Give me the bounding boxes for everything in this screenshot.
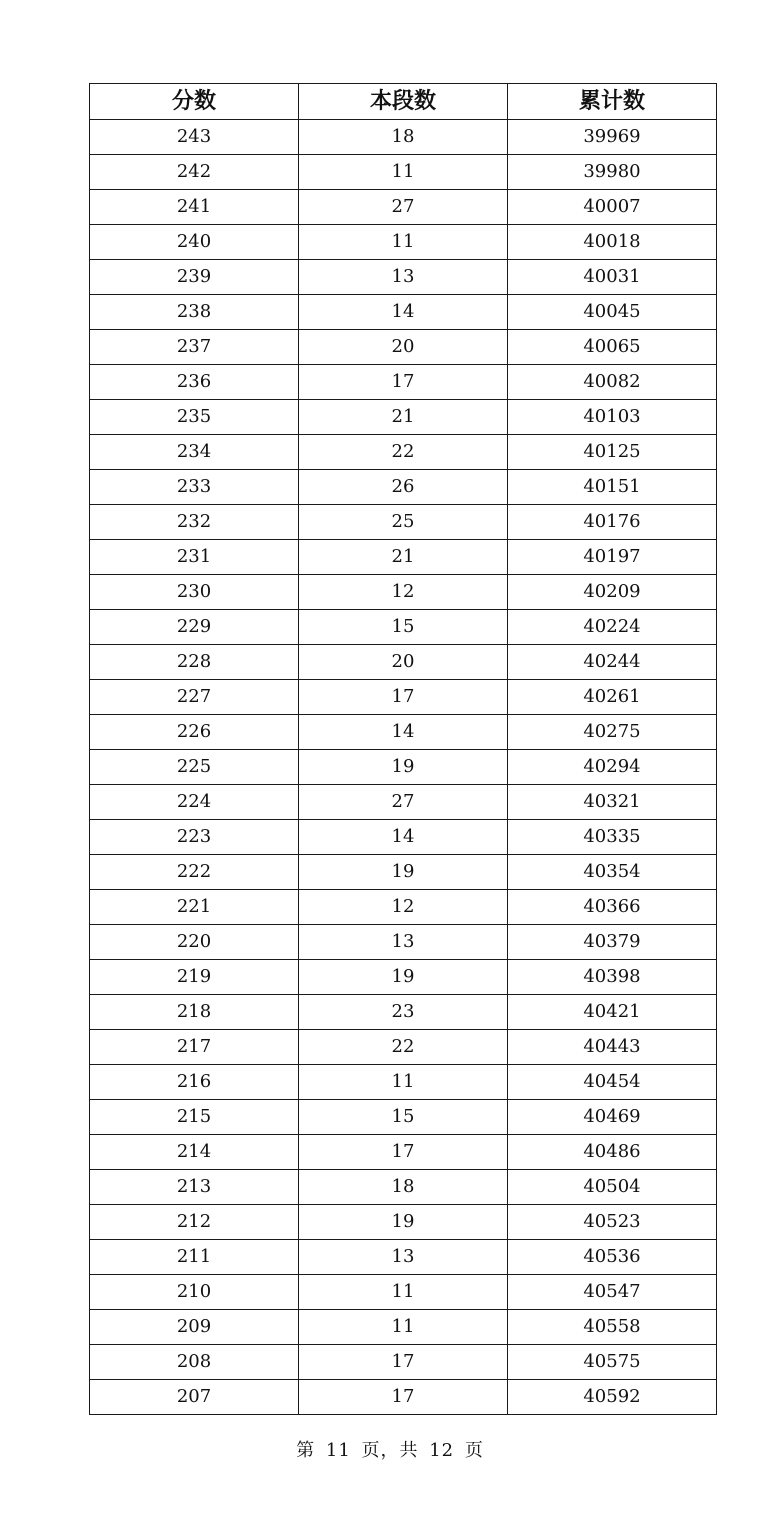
table-row [90, 1380, 717, 1415]
table-row [90, 1275, 717, 1310]
cell-cumulative-count: 40031 [508, 260, 717, 295]
cell-segment-count: 19 [299, 855, 508, 890]
cell-score: 216 [90, 1065, 299, 1100]
cell-cumulative-count: 40575 [508, 1345, 717, 1380]
cell-segment-count: 11 [299, 1310, 508, 1345]
cell-segment-count: 18 [299, 1170, 508, 1205]
cell-cumulative-count: 39980 [508, 155, 717, 190]
cell-segment-count: 17 [299, 1345, 508, 1380]
cell-cumulative-count: 40294 [508, 750, 717, 785]
table-row [90, 960, 717, 995]
cell-score: 240 [90, 225, 299, 260]
table-row [90, 925, 717, 960]
cell-score: 233 [90, 470, 299, 505]
cell-segment-count: 11 [299, 155, 508, 190]
cell-segment-count: 22 [299, 435, 508, 470]
cell-segment-count: 13 [299, 925, 508, 960]
cell-score: 224 [90, 785, 299, 820]
cell-score: 207 [90, 1380, 299, 1415]
cell-cumulative-count: 40558 [508, 1310, 717, 1345]
cell-cumulative-count: 40261 [508, 680, 717, 715]
cell-segment-count: 17 [299, 365, 508, 400]
cell-cumulative-count: 40366 [508, 890, 717, 925]
cell-cumulative-count: 40321 [508, 785, 717, 820]
cell-segment-count: 21 [299, 540, 508, 575]
cell-segment-count: 20 [299, 330, 508, 365]
cell-segment-count: 22 [299, 1030, 508, 1065]
cell-cumulative-count: 40197 [508, 540, 717, 575]
table-row [90, 505, 717, 540]
cell-score: 234 [90, 435, 299, 470]
cell-segment-count: 14 [299, 295, 508, 330]
cell-cumulative-count: 40176 [508, 505, 717, 540]
table-row [90, 400, 717, 435]
cell-segment-count: 19 [299, 1205, 508, 1240]
header-cumulative-count: 累计数 [508, 84, 717, 120]
cell-segment-count: 26 [299, 470, 508, 505]
table-row [90, 785, 717, 820]
cell-score: 226 [90, 715, 299, 750]
cell-score: 225 [90, 750, 299, 785]
cell-cumulative-count: 40335 [508, 820, 717, 855]
cell-score: 227 [90, 680, 299, 715]
cell-score: 214 [90, 1135, 299, 1170]
cell-cumulative-count: 40151 [508, 470, 717, 505]
table-row [90, 1030, 717, 1065]
table-row [90, 435, 717, 470]
cell-segment-count: 14 [299, 715, 508, 750]
cell-cumulative-count: 40536 [508, 1240, 717, 1275]
header-segment-count: 本段数 [299, 84, 508, 120]
cell-segment-count: 11 [299, 225, 508, 260]
cell-score: 223 [90, 820, 299, 855]
cell-segment-count: 27 [299, 190, 508, 225]
cell-score: 237 [90, 330, 299, 365]
cell-score: 230 [90, 575, 299, 610]
table-row [90, 1100, 717, 1135]
table-row [90, 610, 717, 645]
table-row [90, 890, 717, 925]
cell-score: 215 [90, 1100, 299, 1135]
cell-cumulative-count: 40379 [508, 925, 717, 960]
table-row [90, 645, 717, 680]
cell-segment-count: 14 [299, 820, 508, 855]
cell-segment-count: 25 [299, 505, 508, 540]
cell-segment-count: 19 [299, 750, 508, 785]
cell-score: 235 [90, 400, 299, 435]
cell-segment-count: 19 [299, 960, 508, 995]
cell-cumulative-count: 40443 [508, 1030, 717, 1065]
cell-cumulative-count: 40275 [508, 715, 717, 750]
cell-score: 211 [90, 1240, 299, 1275]
cell-score: 221 [90, 890, 299, 925]
cell-segment-count: 13 [299, 1240, 508, 1275]
page-footer: 第 11 页，共 12 页 [296, 1440, 484, 1461]
cell-score: 239 [90, 260, 299, 295]
score-distribution-table [89, 83, 717, 1415]
cell-cumulative-count: 40398 [508, 960, 717, 995]
cell-cumulative-count: 40504 [508, 1170, 717, 1205]
cell-score: 217 [90, 1030, 299, 1065]
table-row [90, 575, 717, 610]
cell-cumulative-count: 40125 [508, 435, 717, 470]
cell-score: 241 [90, 190, 299, 225]
cell-cumulative-count: 40454 [508, 1065, 717, 1100]
table-row [90, 1345, 717, 1380]
cell-segment-count: 18 [299, 120, 508, 155]
cell-segment-count: 27 [299, 785, 508, 820]
cell-score: 232 [90, 505, 299, 540]
table-row [90, 1065, 717, 1100]
cell-score: 236 [90, 365, 299, 400]
cell-cumulative-count: 40007 [508, 190, 717, 225]
cell-segment-count: 12 [299, 575, 508, 610]
cell-cumulative-count: 40082 [508, 365, 717, 400]
cell-segment-count: 17 [299, 1135, 508, 1170]
table-row [90, 225, 717, 260]
table-row [90, 1310, 717, 1345]
cell-segment-count: 17 [299, 1380, 508, 1415]
table-row [90, 330, 717, 365]
header-score: 分数 [90, 84, 299, 120]
table-row [90, 1135, 717, 1170]
cell-score: 243 [90, 120, 299, 155]
cell-score: 208 [90, 1345, 299, 1380]
cell-segment-count: 15 [299, 610, 508, 645]
cell-segment-count: 23 [299, 995, 508, 1030]
table-row [90, 540, 717, 575]
table-row [90, 855, 717, 890]
cell-score: 220 [90, 925, 299, 960]
header-row [90, 84, 717, 120]
cell-cumulative-count: 40523 [508, 1205, 717, 1240]
table-row [90, 750, 717, 785]
cell-score: 212 [90, 1205, 299, 1240]
table-header [90, 84, 717, 120]
cell-score: 218 [90, 995, 299, 1030]
cell-cumulative-count: 40224 [508, 610, 717, 645]
cell-cumulative-count: 40065 [508, 330, 717, 365]
table-row [90, 365, 717, 400]
cell-cumulative-count: 40421 [508, 995, 717, 1030]
table-row [90, 260, 717, 295]
cell-score: 231 [90, 540, 299, 575]
table-row [90, 295, 717, 330]
cell-segment-count: 11 [299, 1275, 508, 1310]
table-row [90, 820, 717, 855]
cell-segment-count: 11 [299, 1065, 508, 1100]
table-row [90, 1240, 717, 1275]
cell-cumulative-count: 40209 [508, 575, 717, 610]
cell-segment-count: 13 [299, 260, 508, 295]
cell-cumulative-count: 40486 [508, 1135, 717, 1170]
cell-segment-count: 21 [299, 400, 508, 435]
cell-cumulative-count: 40547 [508, 1275, 717, 1310]
cell-cumulative-count: 40469 [508, 1100, 717, 1135]
table-row [90, 1170, 717, 1205]
cell-score: 228 [90, 645, 299, 680]
cell-score: 219 [90, 960, 299, 995]
cell-segment-count: 20 [299, 645, 508, 680]
table-row [90, 470, 717, 505]
cell-score: 238 [90, 295, 299, 330]
table-row [90, 680, 717, 715]
cell-segment-count: 15 [299, 1100, 508, 1135]
cell-segment-count: 17 [299, 680, 508, 715]
cell-segment-count: 12 [299, 890, 508, 925]
cell-cumulative-count: 39969 [508, 120, 717, 155]
cell-cumulative-count: 40592 [508, 1380, 717, 1415]
cell-score: 229 [90, 610, 299, 645]
cell-cumulative-count: 40354 [508, 855, 717, 890]
cell-score: 209 [90, 1310, 299, 1345]
cell-cumulative-count: 40018 [508, 225, 717, 260]
table-row [90, 715, 717, 750]
cell-cumulative-count: 40103 [508, 400, 717, 435]
cell-score: 242 [90, 155, 299, 190]
table-row [90, 995, 717, 1030]
table-row [90, 120, 717, 155]
cell-score: 210 [90, 1275, 299, 1310]
table-row [90, 190, 717, 225]
table-row [90, 1205, 717, 1240]
table-body [90, 120, 717, 1415]
cell-cumulative-count: 40244 [508, 645, 717, 680]
table-row [90, 155, 717, 190]
cell-score: 222 [90, 855, 299, 890]
cell-cumulative-count: 40045 [508, 295, 717, 330]
cell-score: 213 [90, 1170, 299, 1205]
